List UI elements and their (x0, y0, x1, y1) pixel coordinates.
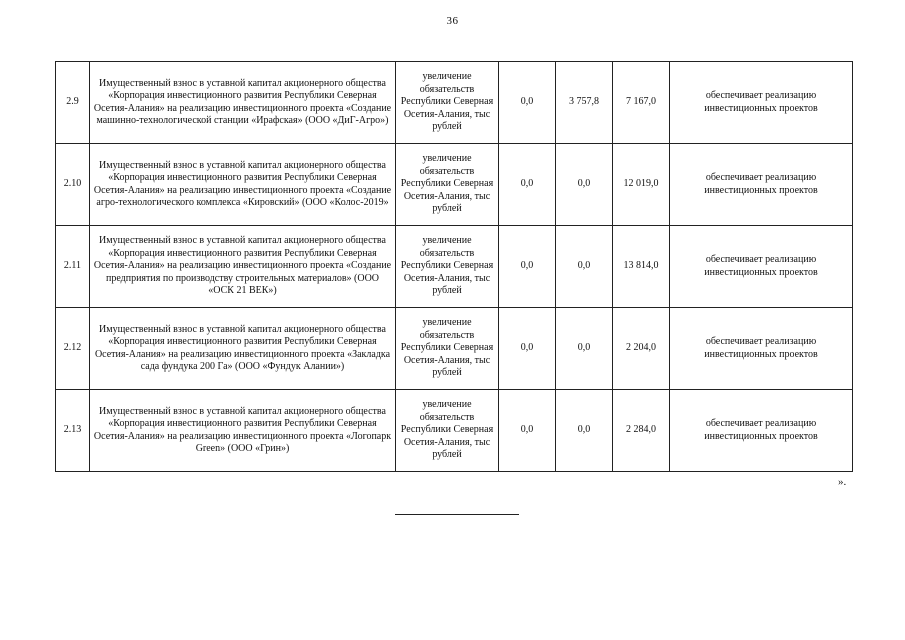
row-value-1: 0,0 (499, 144, 556, 226)
row-value-1: 0,0 (499, 308, 556, 390)
row-value-2: 0,0 (556, 390, 613, 472)
row-value-3: 2 284,0 (613, 390, 670, 472)
table-row (56, 226, 853, 308)
row-value-1: 0,0 (499, 226, 556, 308)
row-number: 2.11 (56, 226, 90, 308)
row-unit: увеличение обязательств Республики Северная Осетия-Алания, тыс рублей (396, 62, 499, 144)
page-number: 36 (446, 15, 459, 27)
row-value-1: 0,0 (499, 390, 556, 472)
row-note: обеспечивает реализацию инвестиционных проектов (670, 226, 853, 308)
row-note: обеспечивает реализацию инвестиционных проектов (670, 390, 853, 472)
row-note: обеспечивает реализацию инвестиционных проектов (670, 308, 853, 390)
row-unit: увеличение обязательств Республики Северная Осетия-Алания, тыс рублей (396, 144, 499, 226)
table-row (56, 308, 853, 390)
row-number: 2.10 (56, 144, 90, 226)
row-description: Имущественный взнос в уставной капитал акционерного общества «Корпорация инвестиционного развития Республики Северная Осетия-Алания» на реализацию инвестиционного проекта «Логопарк Green» (ООО «Грин») (90, 390, 396, 472)
row-value-2: 3 757,8 (556, 62, 613, 144)
table-row (56, 62, 853, 144)
footer-divider (395, 514, 519, 515)
row-value-2: 0,0 (556, 144, 613, 226)
row-unit: увеличение обязательств Республики Северная Осетия-Алания, тыс рублей (396, 308, 499, 390)
row-number: 2.12 (56, 308, 90, 390)
row-value-1: 0,0 (499, 62, 556, 144)
row-value-2: 0,0 (556, 226, 613, 308)
closing-quote-mark: ». (838, 476, 847, 488)
investment-table (55, 61, 853, 472)
row-number: 2.13 (56, 390, 90, 472)
row-description: Имущественный взнос в уставной капитал акционерного общества «Корпорация инвестиционного развития Республики Северная Осетия-Алания» на реализацию инвестиционного проекта «Создание агро-технологического комплекса «Кировский» (ООО «Колос-2019» (90, 144, 396, 226)
row-description: Имущественный взнос в уставной капитал акционерного общества «Корпорация инвестиционного развития Республики Северная Осетия-Алания» на реализацию инвестиционного проекта «Создание машинно-технологической станции «Ирафская» (ООО «ДиГ-Агро») (90, 62, 396, 144)
table-row (56, 390, 853, 472)
row-value-3: 2 204,0 (613, 308, 670, 390)
row-value-3: 7 167,0 (613, 62, 670, 144)
row-value-3: 13 814,0 (613, 226, 670, 308)
row-value-2: 0,0 (556, 308, 613, 390)
row-note: обеспечивает реализацию инвестиционных проектов (670, 62, 853, 144)
row-description: Имущественный взнос в уставной капитал акционерного общества «Корпорация инвестиционного развития Республики Северная Осетия-Алания» на реализацию инвестиционного проекта «Создание предприятия по производству строительных материалов» (ООО «ОСК 21 ВЕК») (90, 226, 396, 308)
row-value-3: 12 019,0 (613, 144, 670, 226)
row-number: 2.9 (56, 62, 90, 144)
table-row (56, 144, 853, 226)
row-unit: увеличение обязательств Республики Северная Осетия-Алания, тыс рублей (396, 390, 499, 472)
row-description: Имущественный взнос в уставной капитал акционерного общества «Корпорация инвестиционного развития Республики Северная Осетия-Алания» на реализацию инвестиционного проекта «Закладка сада фундука 200 Га» (ООО «Фундук Алании») (90, 308, 396, 390)
row-unit: увеличение обязательств Республики Северная Осетия-Алания, тыс рублей (396, 226, 499, 308)
row-note: обеспечивает реализацию инвестиционных проектов (670, 144, 853, 226)
